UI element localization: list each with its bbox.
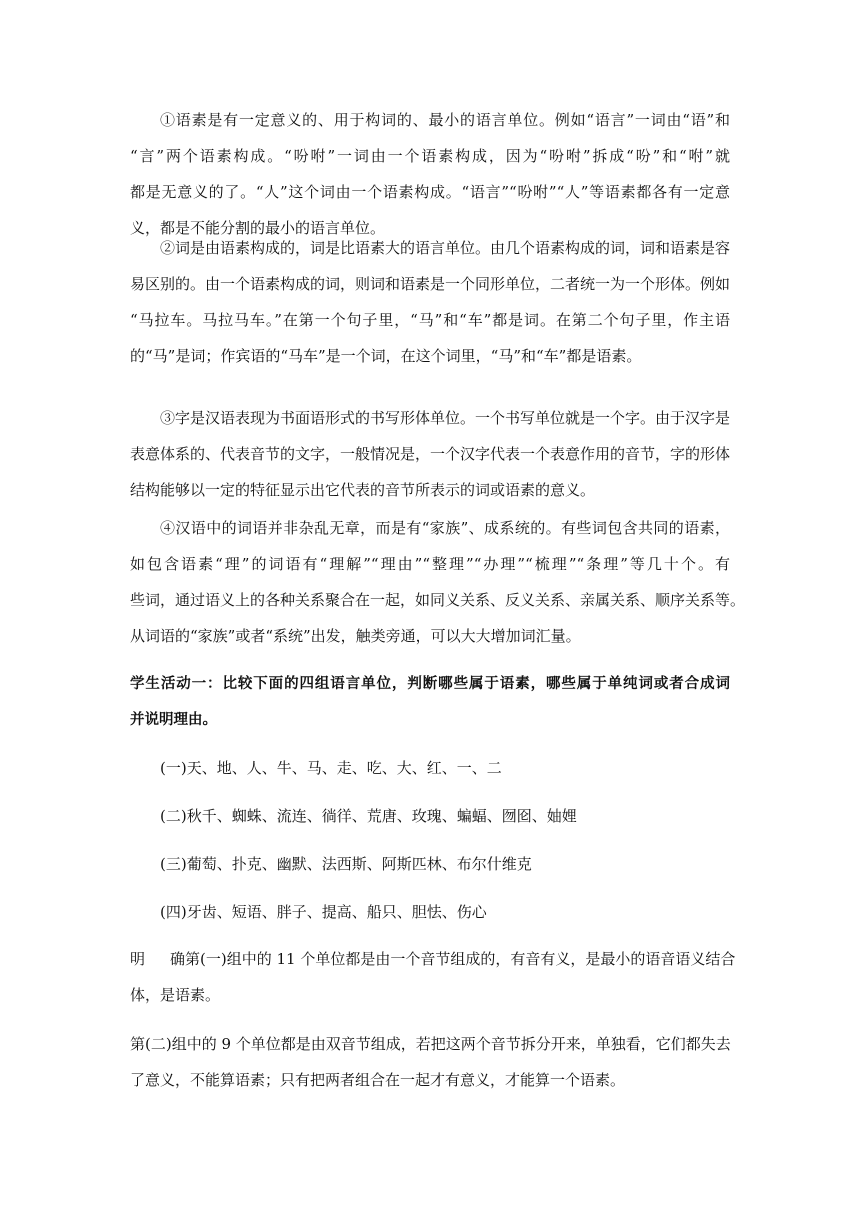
paragraph-5 xyxy=(130,1026,730,1098)
text-line: 第(二)组中的 9 个单位都是由双音节组成，若把这两个音节拆分开来，单独看，它们都失去 xyxy=(130,1035,731,1053)
text-line: 易区别的。由一个语素构成的词，则词和语素是一个同形单位，二者统一为一个形体。例如 xyxy=(130,275,731,293)
heading-line: 并说明理由。 xyxy=(130,712,217,728)
group-item: (四)牙齿、短语、胖子、提高、船只、胆怯、伤心 xyxy=(160,903,487,921)
group-list xyxy=(130,750,730,942)
text-line: 义，都是不能分割的最小的语言单位。 xyxy=(130,219,386,237)
group-item: (二)秋千、蜘蛛、流连、徜徉、荒唐、玫瑰、蝙蝠、囫囵、妯娌 xyxy=(160,807,577,825)
text-line: 体，是语素。 xyxy=(130,986,221,1004)
text-line: ③字是汉语表现为书面语形式的书写形体单位。一个书写单位就是一个字。由于汉字是 xyxy=(160,409,731,427)
paragraph-3 xyxy=(130,400,730,508)
paragraph-2 xyxy=(130,230,730,374)
text-line: 如包含语素“理”的词语有“理解”“理由”“整理”“办理”“梳理”“条理”等几十个。有 xyxy=(130,555,730,573)
text-line xyxy=(130,941,736,977)
clarification xyxy=(130,941,736,1013)
text-line: 表意体系的、代表音节的文字，一般情况是，一个汉字代表一个表意作用的音节，字的形体 xyxy=(130,445,731,463)
text-line: 都是无意义的了。“人”这个词由一个语素构成。“语言”“吩咐”“人”等语素都各有一定意 xyxy=(130,183,730,201)
text-line: ④汉语中的词语并非杂乱无章，而是有“家族”、成系统的。有些词包含共同的语素， xyxy=(160,519,730,537)
activity-heading xyxy=(130,666,730,738)
text-line: ①语素是有一定意义的、用于构词的、最小的语言单位。例如“语言”一词由“语”和 xyxy=(160,111,730,129)
paragraph-4 xyxy=(130,510,746,654)
text-span: 第(一)组中的 11 个单位都是由一个音节组成的，有音有义，是最小的语音语义结合 xyxy=(185,950,736,968)
text-line: 结构能够以一定的特征显示出它代表的音节所表示的词或语素的意义。 xyxy=(130,481,596,499)
text-line: “马拉车。马拉马车。”在第一个句子里，“马”和“车”都是词。在第二个句子里，作主语 xyxy=(130,311,730,329)
text-line: ②词是由语素构成的，词是比语素大的语言单位。由几个语素构成的词，词和语素是容 xyxy=(160,239,731,257)
group-item: (一)天、地、人、牛、马、走、吃、大、红、一、二 xyxy=(160,759,502,777)
text-line: 了意义，不能算语素；只有把两者组合在一起才有意义，才能算一个语素。 xyxy=(130,1071,626,1089)
text-line: 的“马”是词；作宾语的“马车”是一个词，在这个词里，“马”和“车”都是语素。 xyxy=(130,347,642,365)
text-line: 些词，通过语义上的各种关系聚合在一起，如同义关系、反义关系、亲属关系、顺序关系等。 xyxy=(130,591,746,609)
clarification-label: 明确 xyxy=(130,950,185,968)
group-item: (三)葡萄、扑克、幽默、法西斯、阿斯匹林、布尔什维克 xyxy=(160,855,532,873)
text-line: 从词语的“家族”或者“系统”出发，触类旁通，可以大大增加词汇量。 xyxy=(130,627,581,645)
text-line: “言”两个语素构成。“吩咐”一词由一个语素构成，因为“吩咐”拆成“吩”和“咐”就 xyxy=(130,147,730,165)
paragraph-1 xyxy=(130,102,730,246)
heading-line: 学生活动一：比较下面的四组语言单位，判断哪些属于语素，哪些属于单纯词或者合成词 xyxy=(130,676,730,692)
